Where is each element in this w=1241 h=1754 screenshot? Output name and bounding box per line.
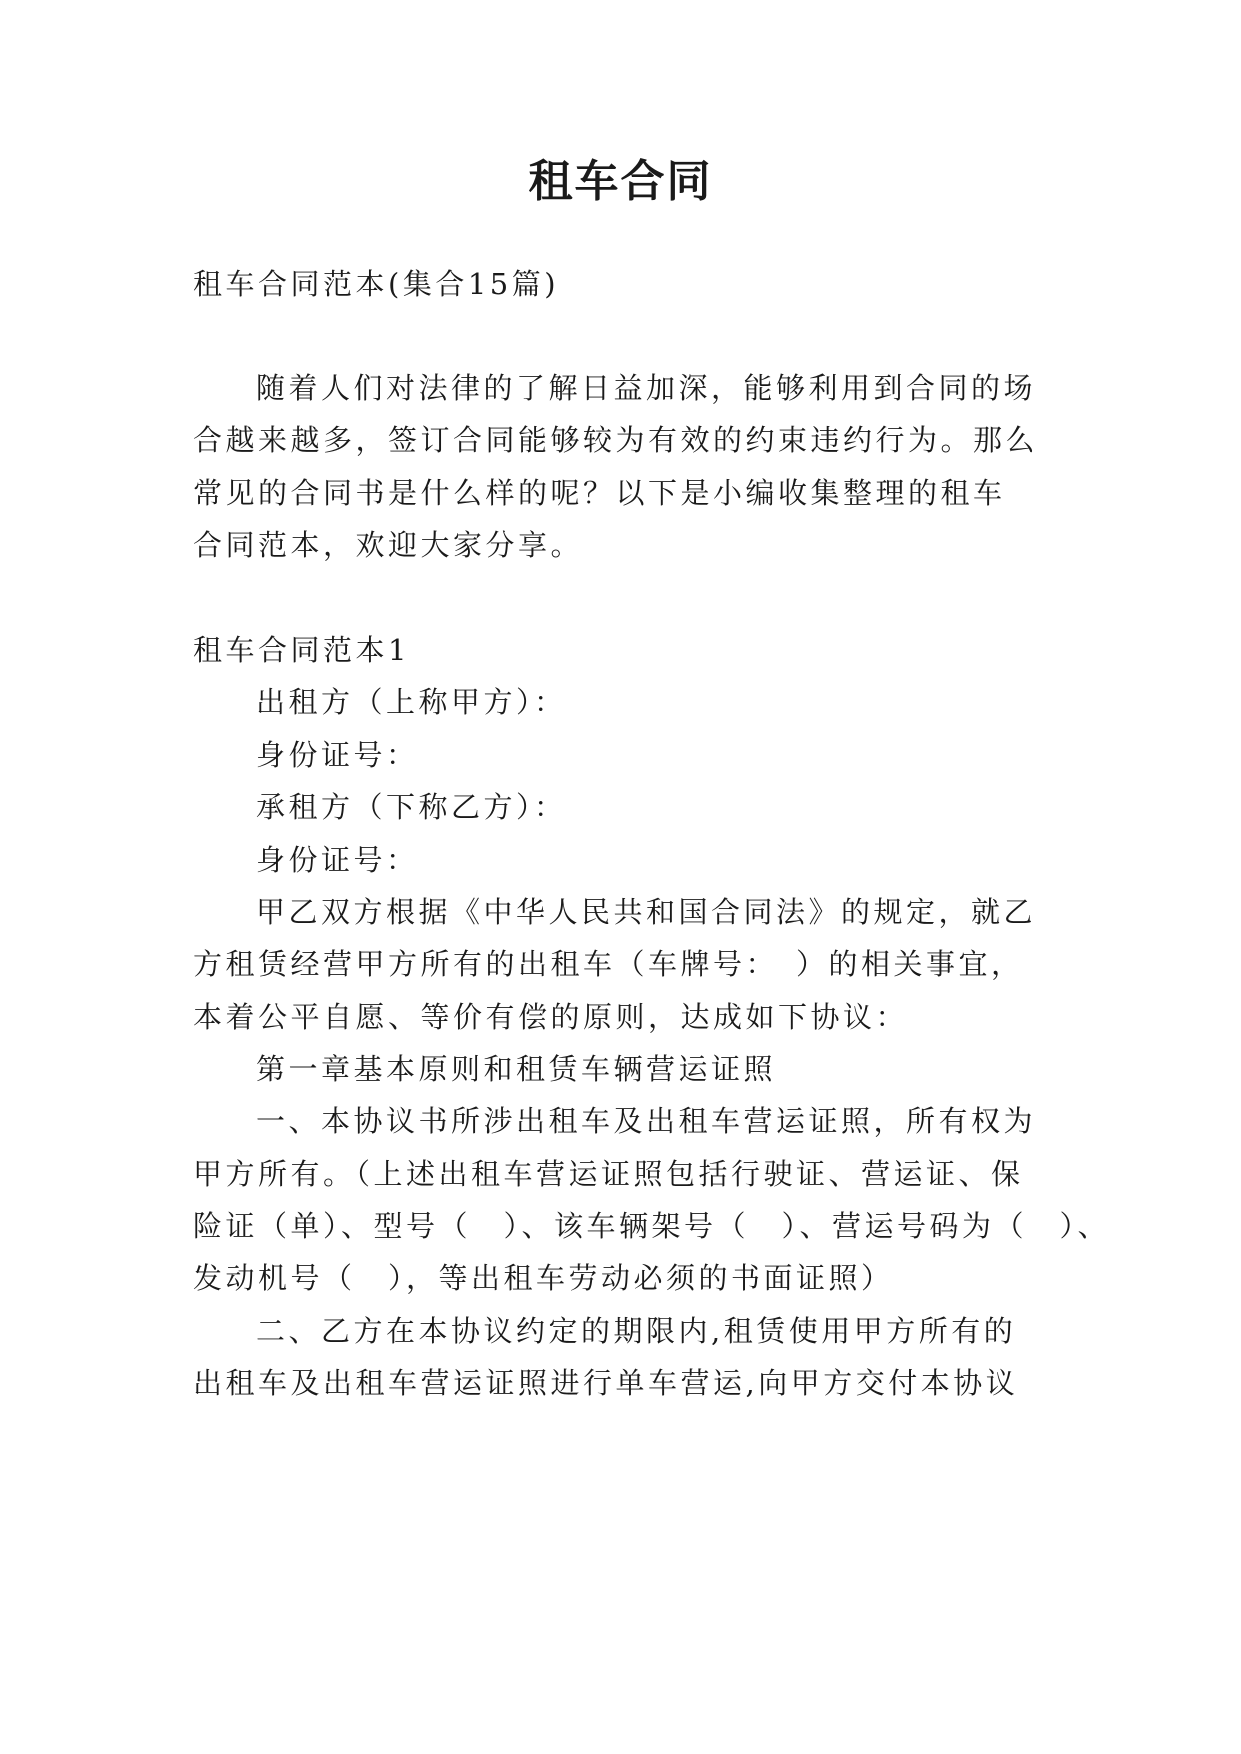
document-subtitle: 租车合同范本(集合15篇)	[193, 267, 560, 301]
clause-line: 出租车及出租车营运证照进行单车营运,向甲方交付本协议	[193, 1366, 1019, 1400]
party-a-label: 出租方（上称甲方）：	[256, 685, 567, 719]
intro-line: 常见的合同书是什么样的呢？以下是小编收集整理的租车	[193, 476, 1006, 510]
clause-line: 一、本协议书所涉出租车及出租车营运证照，所有权为	[256, 1104, 1037, 1138]
clause-line: 二、乙方在本协议约定的期限内,租赁使用甲方所有的	[256, 1314, 1017, 1348]
party-b-label: 承租方（下称乙方）：	[256, 790, 567, 824]
intro-line: 合越来越多，签订合同能够较为有效的约束违约行为。那么	[193, 423, 1039, 457]
party-b-id-label: 身份证号：	[256, 843, 419, 877]
body-line: 本着公平自愿、等价有偿的原则，达成如下协议：	[193, 1000, 909, 1034]
body-line: 方租赁经营甲方所有的出租车（车牌号： ）的相关事宜，	[193, 947, 1024, 981]
body-line: 甲乙双方根据《中华人民共和国合同法》的规定，就乙	[256, 895, 1037, 929]
intro-line: 合同范本，欢迎大家分享。	[193, 528, 584, 562]
clause-line: 险证（单）、型号（ ）、该车辆架号（ ）、营运号码为（ ）、	[193, 1209, 1111, 1243]
section-heading: 租车合同范本1	[193, 633, 410, 667]
chapter-heading: 第一章基本原则和租赁车辆营运证照	[256, 1052, 777, 1086]
intro-line: 随着人们对法律的了解日益加深，能够利用到合同的场	[256, 371, 1037, 405]
clause-line: 发动机号（ ），等出租车劳动必须的书面证照）	[193, 1261, 894, 1295]
document-title: 租车合同	[528, 156, 713, 207]
clause-line: 甲方所有。（上述出租车营运证照包括行驶证、营运证、保	[193, 1157, 1024, 1191]
party-a-id-label: 身份证号：	[256, 738, 419, 772]
